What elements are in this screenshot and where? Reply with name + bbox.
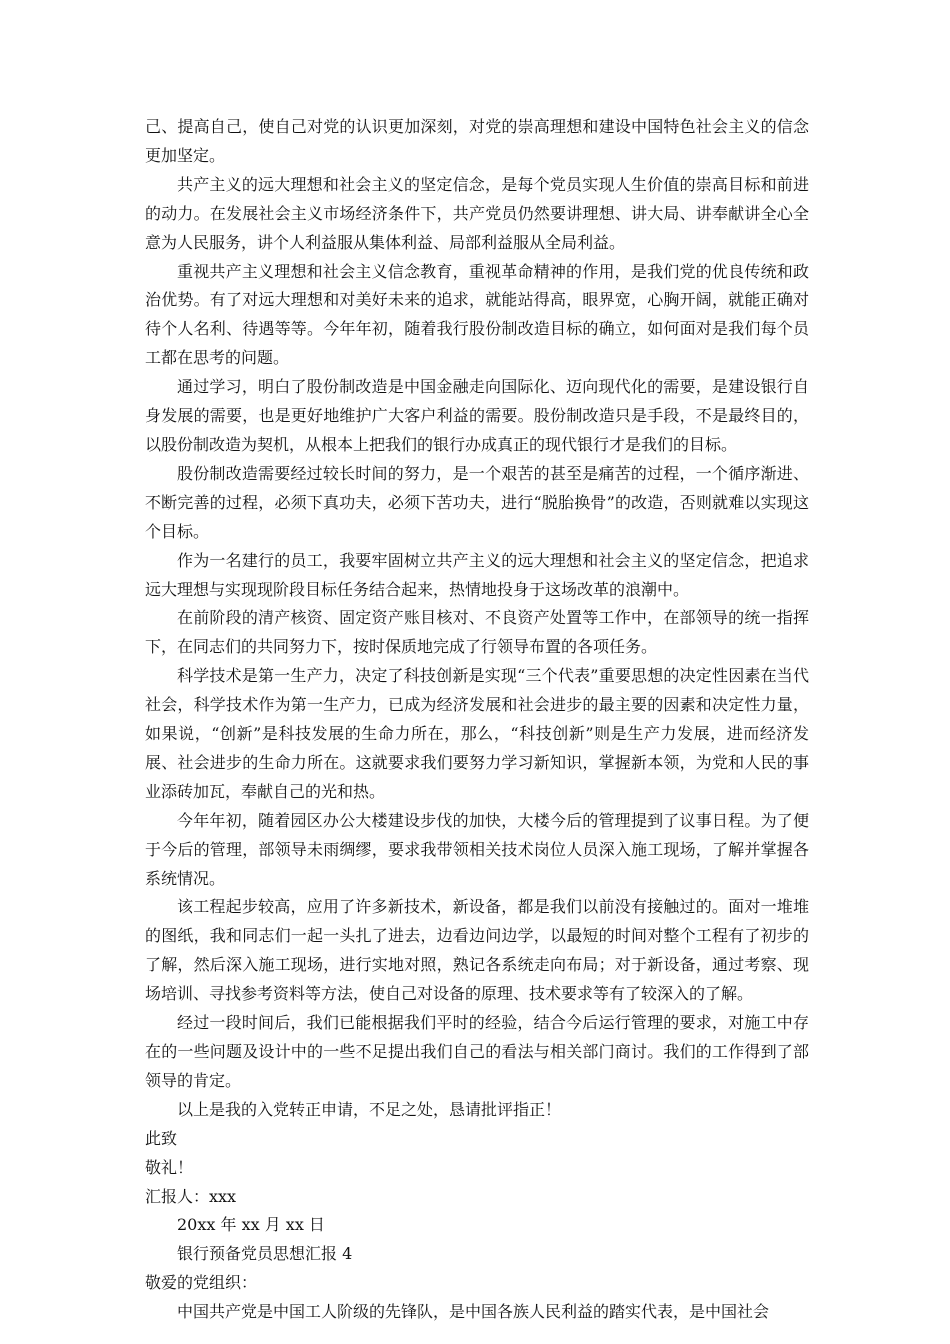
paragraph-12: 以上是我的入党转正申请，不足之处，恳请批评指正！ (177, 1099, 562, 1119)
next-report-title: 银行预备党员思想汇报 4 (177, 1244, 353, 1264)
paragraph-10: 该工程起步较高，应用了许多新技术，新设备，都是我们以前没有接触过的。面对一堆堆的图纸，我和同志们一起一头扎了进去，边看边问边学，以最短的时间对整个工程有了初步的了解，然后深入施工现场，进行实地对照，熟记各系统走向布局；对于新设备，通过考察、现场培训、寻找参考资料等方法，使自己对设备的原理、技术要求等有了较深入的了解。 (145, 897, 809, 1004)
paragraph-2: 共产主义的远大理想和社会主义的坚定信念，是每个党员实现人生价值的崇高目标和前进的动力。在发展社会主义市场经济条件下，共产党员仍然要讲理想、讲大局、讲奉献讲全心全意为人民服务，讲个人利益服从集体利益、局部利益服从全局利益。 (145, 174, 809, 252)
paragraph-7: 在前阶段的清产核资、固定资产账目核对、不良资产处置等工作中，在部领导的统一指挥下，在同志们的共同努力下，按时保质地完成了行领导布置的各项任务。 (145, 608, 809, 657)
paragraph-5: 股份制改造需要经过较长时间的努力，是一个艰苦的甚至是痛苦的过程，一个循序渐进、不断完善的过程，必须下真功夫，必须下苦功夫，进行“脱胎换骨”的改造，否则就难以实现这个目标。 (145, 463, 809, 541)
closing-respect: 敬礼！ (145, 1157, 194, 1177)
paragraph-4: 通过学习，明白了股份制改造是中国金融走向国际化、迈向现代化的需要，是建设银行自身发展的需要，也是更好地维护广大客户利益的需要。股份制改造只是手段，不是最终目的，以股份制改造为契机，从根本上把我们的银行办成真正的现代银行才是我们的目标。 (145, 377, 809, 454)
paragraph-3: 重视共产主义理想和社会主义信念教育，重视革命精神的作用，是我们党的优良传统和政治优势。有了对远大理想和对美好未来的追求，就能站得高，眼界宽，心胸开阔，就能正确对待个人名利、待遇等等。今年年初，随着我行股份制改造目标的确立，如何面对是我们每个员工都在思考的问题。 (145, 261, 809, 368)
paragraph-6: 作为一名建行的员工，我要牢固树立共产主义的远大理想和社会主义的坚定信念，把追求远大理想与实现现阶段目标任务结合起来，热情地投身于这场改革的浪潮中。 (145, 550, 809, 599)
next-report-paragraph: 中国共产党是中国工人阶级的先锋队，是中国各族人民利益的踏实代表，是中国社会 (177, 1302, 770, 1322)
salutation: 敬爱的党组织： (145, 1273, 258, 1293)
paragraph-9: 今年年初，随着园区办公大楼建设步伐的加快，大楼今后的管理提到了议事日程。为了便于今后的管理，部领导未雨绸缪，要求我带领相关技术岗位人员深入施工现场，了解并掌握各系统情况。 (145, 810, 809, 888)
paragraph-1: 己、提高自己，使自己对党的认识更加深刻，对党的崇高理想和建设中国特色社会主义的信念更加坚定。 (145, 117, 809, 165)
report-date: 20xx 年 xx 月 xx 日 (177, 1215, 325, 1235)
document-body (145, 113, 809, 1327)
paragraph-8: 科学技术是第一生产力，决定了科技创新是实现“三个代表”重要思想的决定性因素在当代社会，科学技术作为第一生产力，已成为经济发展和社会进步的最主要的因素和决定性力量，如果说，“创新”是科技发展的生命力所在，那么，“科技创新”则是生产力发展，进而经济发展、社会进步的生命力所在。这就要求我们要努力学习新知识，掌握新本领，为党和人民的事业添砖加瓦，奉献自己的光和热。 (145, 666, 809, 801)
reporter-signature: 汇报人：xxx (145, 1186, 237, 1206)
paragraph-11: 经过一段时间后，我们已能根据我们平时的经验，结合今后运行管理的要求，对施工中存在的一些问题及设计中的一些不足提出我们自己的看法与相关部门商讨。我们的工作得到了部领导的肯定。 (145, 1013, 809, 1090)
closing-salute: 此致 (145, 1128, 178, 1148)
